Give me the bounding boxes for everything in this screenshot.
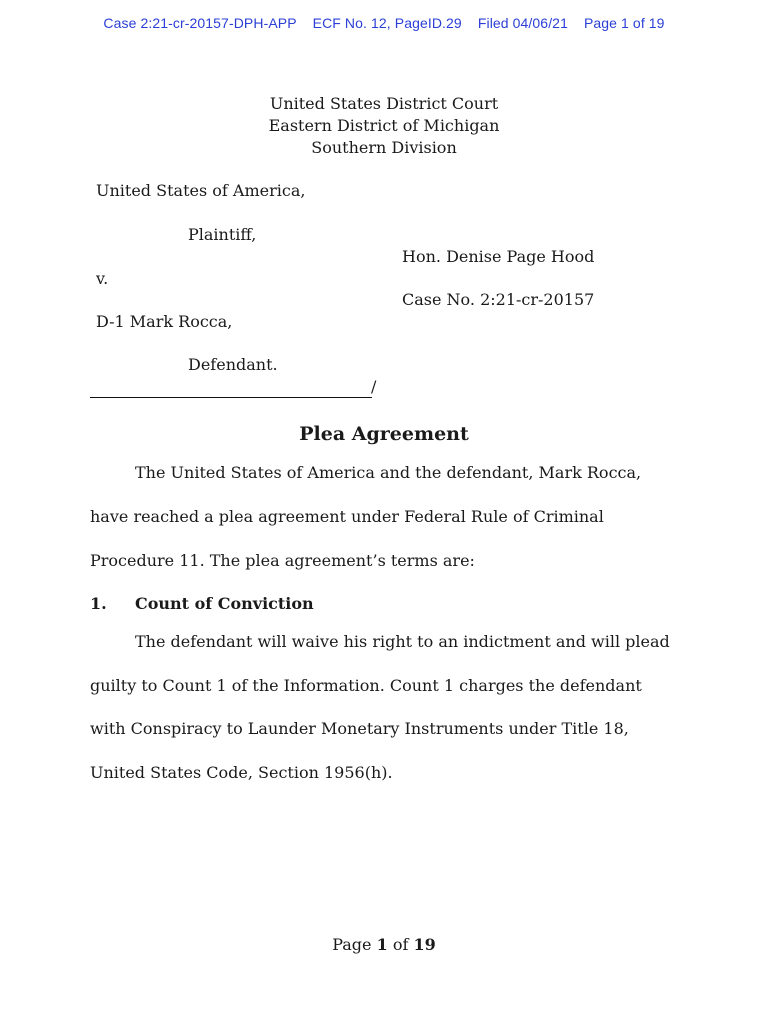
court-name-line-3: Southern Division — [311, 138, 457, 157]
plaintiff-name: United States of America, — [96, 181, 306, 200]
section-1-line-3: with Conspiracy to Launder Monetary Instruments under Title 18, — [90, 719, 629, 738]
document-title: Plea Agreement — [299, 423, 469, 445]
footer-page-word: Page — [332, 935, 372, 954]
footer-page-total: 19 — [413, 935, 436, 954]
ecf-filed-date: Filed 04/06/21 — [477, 15, 568, 31]
footer-page-number: 1 — [376, 935, 388, 954]
defendant-role: Defendant. — [188, 355, 278, 374]
case-number: Case No. 2:21-cr-20157 — [402, 290, 595, 309]
judge-name: Hon. Denise Page Hood — [402, 247, 595, 266]
intro-line-2: have reached a plea agreement under Federal Rule of Criminal — [90, 507, 604, 526]
section-1-line-1: The defendant will waive his right to an indictment and will plead — [135, 632, 670, 651]
versus-label: v. — [96, 269, 109, 288]
caption-slash: / — [371, 377, 377, 396]
section-1-line-4: United States Code, Section 1956(h). — [90, 763, 393, 782]
footer-of-word: of — [392, 935, 409, 954]
section-1-line-2: guilty to Count 1 of the Information. Count 1 charges the defendant — [90, 676, 642, 695]
section-1-number: 1. — [90, 594, 107, 613]
caption-divider-line — [90, 397, 372, 398]
page-footer — [0, 935, 768, 954]
intro-line-3: Procedure 11. The plea agreement’s terms are: — [90, 551, 475, 570]
ecf-document-number: ECF No. 12, PageID.29 — [312, 15, 462, 31]
ecf-case-number: Case 2:21-cr-20157-DPH-APP — [103, 15, 297, 31]
ecf-page-count: Page 1 of 19 — [583, 15, 665, 31]
intro-line-1: The United States of America and the defendant, Mark Rocca, — [135, 463, 642, 482]
plaintiff-role: Plaintiff, — [188, 225, 257, 244]
ecf-filing-header — [0, 15, 768, 31]
court-name-line-2: Eastern District of Michigan — [268, 116, 500, 135]
court-name-line-1: United States District Court — [269, 94, 499, 113]
section-1-heading: Count of Conviction — [135, 594, 314, 613]
defendant-name: D-1 Mark Rocca, — [96, 312, 233, 331]
